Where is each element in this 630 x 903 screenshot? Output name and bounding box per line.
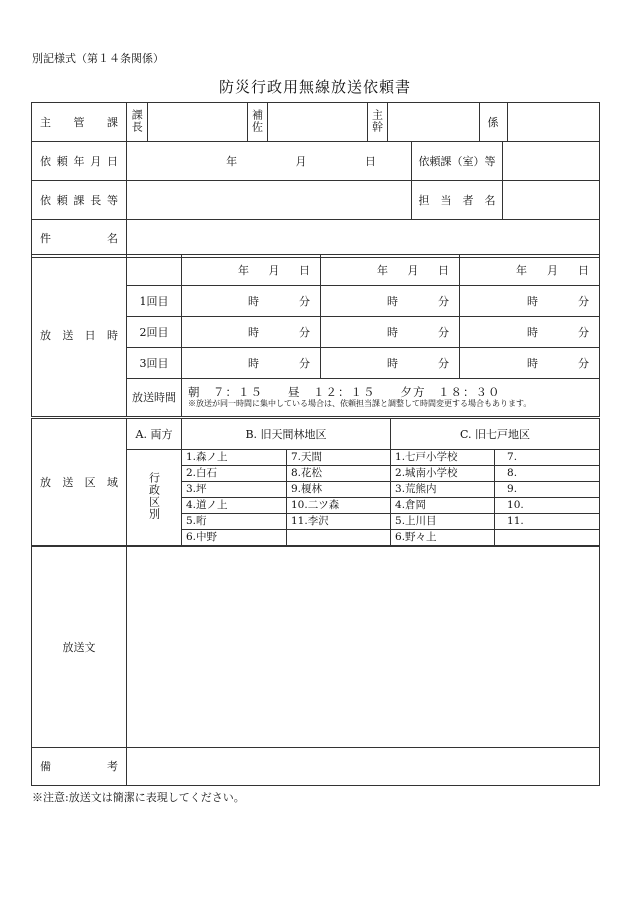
- year-unit: 年: [226, 154, 238, 168]
- month-unit: 月: [295, 154, 307, 168]
- option-a-both[interactable]: A. 両方: [127, 419, 182, 450]
- district-item: [287, 530, 391, 546]
- label-broadcast-time: 放送時間: [127, 379, 182, 417]
- time-field-2-1[interactable]: 時 分: [182, 317, 321, 348]
- round-label-3: 3回目: [127, 348, 182, 379]
- request-form-table: [31, 102, 600, 258]
- district-item[interactable]: 9.榎林: [287, 482, 391, 498]
- label-kakari: 係: [479, 103, 507, 141]
- label-kacho: 課長: [130, 108, 144, 133]
- broadcast-date-table: [31, 254, 600, 417]
- label-remarks: 備 考: [32, 748, 127, 786]
- label-hosa: 補佐: [250, 108, 264, 133]
- footer-note: ※注意:放送文は簡潔に表現してください。: [32, 791, 245, 804]
- district-item[interactable]: 11.李沢: [287, 514, 391, 530]
- hosa-seal-box[interactable]: [267, 103, 367, 141]
- date-field-1[interactable]: 年 月 日: [182, 255, 321, 286]
- row-supervisor: [32, 103, 600, 142]
- remarks-field[interactable]: [127, 748, 600, 786]
- district-item[interactable]: 8.花松: [287, 466, 391, 482]
- shukan-seal-box[interactable]: [387, 103, 479, 141]
- district-item[interactable]: 6.野々上: [391, 530, 495, 546]
- district-item[interactable]: 9.: [495, 482, 600, 498]
- option-b-tenmabayashi[interactable]: B. 旧天間林地区: [182, 419, 391, 450]
- label-dept: 依頼課（室）等: [412, 142, 503, 180]
- page-title: 防災行政用無線放送依頼書: [218, 78, 411, 96]
- label-chief: 依頼課長等: [32, 181, 127, 220]
- label-shukan: 主幹: [370, 108, 384, 133]
- broadcast-area-table: [31, 418, 600, 546]
- subject-field[interactable]: [127, 220, 600, 258]
- district-item[interactable]: 5.哘: [182, 514, 287, 530]
- row-chief: [32, 181, 600, 220]
- district-item[interactable]: 5.上川目: [391, 514, 495, 530]
- label-broadcast-date: 放 送 日 時: [32, 255, 127, 417]
- request-date-field[interactable]: [127, 142, 412, 181]
- chief-field[interactable]: [127, 181, 412, 220]
- row-request-date: [32, 142, 600, 181]
- district-item[interactable]: 2.城南小学校: [391, 466, 495, 482]
- label-broadcast-area: 放 送 区 域: [32, 419, 127, 546]
- district-item[interactable]: 1.森ノ上: [182, 450, 287, 466]
- round-label-2: 2回目: [127, 317, 182, 348]
- broadcast-text-table: [31, 546, 600, 786]
- district-item[interactable]: 7.天間: [287, 450, 391, 466]
- district-item[interactable]: 11.: [495, 514, 600, 530]
- district-item[interactable]: 2.白石: [182, 466, 287, 482]
- time-field-1-3[interactable]: 時 分: [460, 286, 600, 317]
- label-broadcast-text: 放送文: [32, 547, 127, 748]
- broadcast-times: 朝 ７：１５ 昼 １２：１５ 夕方 １８：３０: [188, 385, 501, 399]
- district-item: [495, 530, 600, 546]
- label-subject: 件 名: [32, 220, 127, 258]
- form-reference: 別記様式（第１４条関係）: [32, 52, 164, 65]
- time-field-3-1[interactable]: 時 分: [182, 348, 321, 379]
- time-field-2-2[interactable]: 時 分: [321, 317, 460, 348]
- label-admin-district: 行政区別: [127, 450, 182, 546]
- option-c-shichinohe[interactable]: C. 旧七戸地区: [391, 419, 600, 450]
- label-person: 担 当 者 名: [412, 181, 503, 219]
- district-item[interactable]: 1.七戸小学校: [391, 450, 495, 466]
- time-change-note: ※放送が同一時間に集中している場合は、依頼担当課と調整して時間変更する場合もあります。: [188, 399, 532, 408]
- kacho-seal-box[interactable]: [147, 103, 247, 141]
- date-field-2[interactable]: 年 月 日: [321, 255, 460, 286]
- row-subject: [32, 220, 600, 258]
- district-item[interactable]: 3.荒熊内: [391, 482, 495, 498]
- dept-field[interactable]: [503, 142, 599, 180]
- district-item[interactable]: 4.道ノ上: [182, 498, 287, 514]
- district-item[interactable]: 10.二ツ森: [287, 498, 391, 514]
- label-shukanka: 主 管 課: [32, 103, 127, 142]
- district-item[interactable]: 8.: [495, 466, 600, 482]
- time-field-3-3[interactable]: 時 分: [460, 348, 600, 379]
- district-item[interactable]: 4.倉岡: [391, 498, 495, 514]
- time-field-2-3[interactable]: 時 分: [460, 317, 600, 348]
- time-field-1-1[interactable]: 時 分: [182, 286, 321, 317]
- label-request-date: 依頼年月日: [32, 142, 127, 181]
- district-item[interactable]: 3.坪: [182, 482, 287, 498]
- round-label-1: 1回目: [127, 286, 182, 317]
- district-item[interactable]: 6.中野: [182, 530, 287, 546]
- time-field-1-2[interactable]: 時 分: [321, 286, 460, 317]
- person-field[interactable]: [503, 181, 599, 219]
- district-item[interactable]: 10.: [495, 498, 600, 514]
- broadcast-text-field[interactable]: [127, 547, 600, 748]
- time-field-3-2[interactable]: 時 分: [321, 348, 460, 379]
- date-field-3[interactable]: 年 月 日: [460, 255, 600, 286]
- kakari-seal-box[interactable]: [507, 103, 600, 141]
- district-item[interactable]: 7.: [495, 450, 600, 466]
- day-unit: 日: [364, 154, 376, 168]
